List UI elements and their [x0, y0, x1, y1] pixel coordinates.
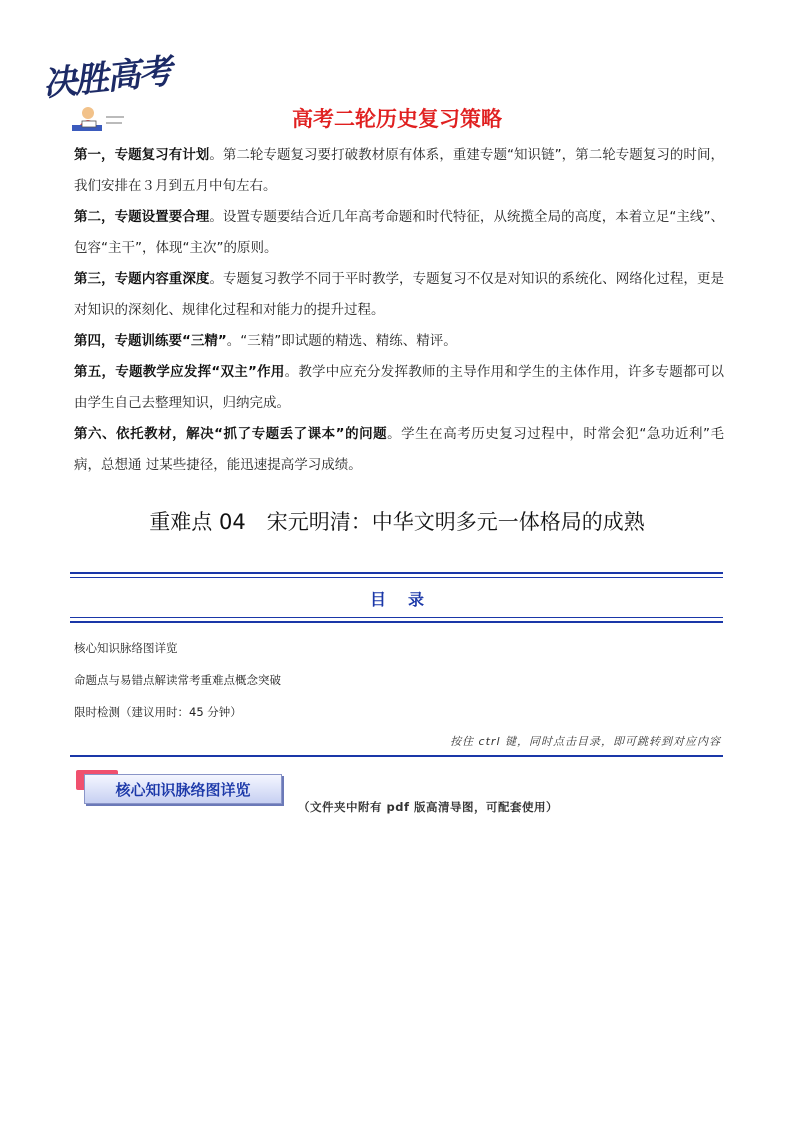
toc-bottom-rule — [70, 621, 723, 623]
toc-end-rule — [70, 755, 723, 757]
section-badge — [76, 770, 284, 806]
strategy-item — [74, 357, 724, 419]
strategy-lead: 第二，专题设置要合理 — [74, 209, 210, 225]
strategy-item — [74, 264, 724, 326]
strategy-lead: 第五，专题教学应发挥“双主”作用 — [74, 364, 285, 380]
toc-item[interactable]: 限时检测（建议用时：45 分钟） — [74, 705, 242, 719]
toc-top-rule — [70, 572, 723, 574]
toc-bottom-rule-thin — [70, 617, 723, 618]
strategy-body: 。“三精”即试题的精选、精练、精评。 — [226, 333, 457, 349]
strategy-body: 。学生在高考历史复习过程中，时常会犯“急功近利”毛病，总想通 过某些捷径，能迅速提高学习成绩。 — [74, 426, 724, 473]
strategy-lead: 第三，专题内容重深度 — [74, 271, 210, 287]
strategy-body: 。第二轮专题复习要打破教材原有体系，重建专题“知识链”，第二轮专题复习的时间，我们安排在３月到五月中旬左右。 — [74, 147, 724, 194]
toc-item[interactable]: 命题点与易错点解读常考重难点概念突破 — [74, 673, 281, 687]
strategy-body: 。专题复习教学不同于平时教学，专题复习不仅是对知识的系统化、网络化过程，更是对知识的深刻化、规律化过程和对能力的提升过程。 — [74, 271, 725, 318]
strategy-lead: 第四，专题训练要“三精” — [74, 333, 227, 349]
badge-label: 核心知识脉络图详览 — [84, 774, 282, 804]
strategy-list — [74, 140, 724, 481]
strategy-item — [74, 140, 724, 202]
strategy-lead: 第一，专题复习有计划 — [74, 147, 210, 163]
badge-note: （文件夹中附有 pdf 版高清导图，可配套使用） — [298, 800, 558, 814]
page-title: 高考二轮历史复习策略 — [292, 107, 502, 131]
toc-title: 目录 — [369, 590, 446, 609]
strategy-lead: 第六、依托教材，解决“抓了专题丢了课本”的问题 — [74, 426, 388, 442]
strategy-item — [74, 326, 724, 357]
toc-list — [74, 632, 281, 728]
toc-hint: 按住 ctrl 键，同时点击目录，即可跳转到对应内容 — [450, 735, 721, 748]
strategy-item — [74, 202, 724, 264]
toc-top-rule-thin — [70, 577, 723, 578]
section-subtitle: 重难点 04 宋元明清：中华文明多元一体格局的成熟 — [149, 510, 645, 534]
strategy-body: 。教学中应充分发挥教师的主导作用和学生的主体作用，许多专题都可以由学生自己去整理知识，归纳完成。 — [74, 364, 724, 411]
logo-text: 决胜高考 — [40, 51, 173, 105]
strategy-item — [74, 419, 724, 481]
toc-item[interactable]: 核心知识脉络图详览 — [74, 641, 178, 655]
strategy-body: 。设置专题要结合近几年高考命题和时代特征，从统揽全局的高度，本着立足“主线”、包容“主干”，体现“主次”的原则。 — [74, 209, 724, 256]
